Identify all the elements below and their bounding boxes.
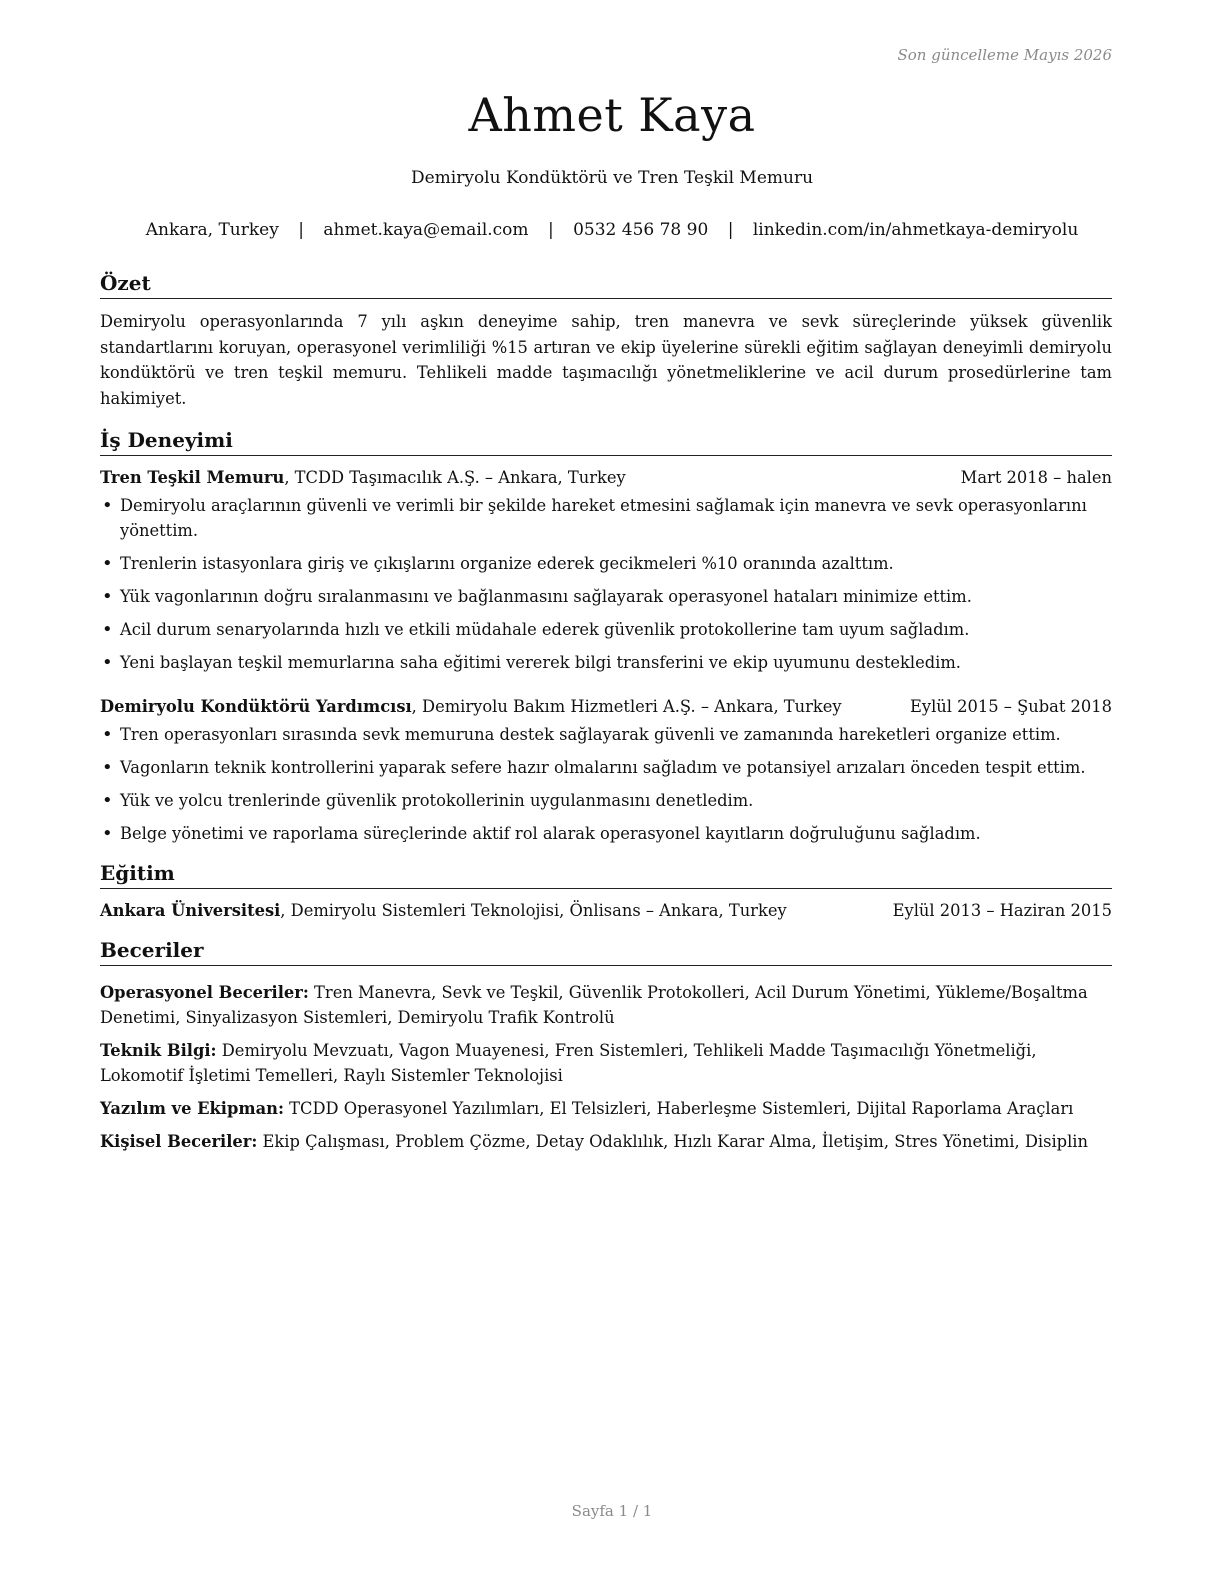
summary-section — [100, 270, 1112, 411]
education-school: Ankara Üniversitesi — [100, 901, 281, 920]
education-entry — [100, 899, 1112, 923]
contact-separator: | — [547, 220, 554, 240]
list-item: • Tren operasyonları sırasında sevk memuruna destek sağlayarak güvenli ve zamanında hareketleri organize ettim. — [100, 722, 1112, 747]
education-dates: Eylül 2013 – Haziran 2015 — [892, 901, 1112, 920]
list-item: • Yük vagonlarının doğru sıralanmasını ve bağlanmasını sağlayarak operasyonel hataları minimize ettim. — [100, 584, 1112, 609]
contact-location: Ankara, Turkey — [145, 220, 279, 240]
job-role: Demiryolu Kondüktörü Yardımcısı — [100, 697, 412, 716]
job-title-line — [100, 695, 842, 719]
list-item: • Vagonların teknik kontrollerini yaparak sefere hazır olmalarını sağladım ve potansiyel arızaları önceden tespit ettim. — [100, 755, 1112, 780]
skill-group — [100, 1038, 1112, 1088]
contact-separator: | — [727, 220, 734, 240]
job-role: Tren Teşkil Memuru — [100, 468, 285, 487]
section-title-skills: Beceriler — [100, 937, 1112, 966]
job-entry — [100, 466, 1112, 675]
candidate-headline: Demiryolu Kondüktörü ve Tren Teşkil Memuru — [410, 168, 814, 188]
job-title-line — [100, 466, 626, 490]
job-dates: Mart 2018 – halen — [960, 468, 1112, 487]
job-bullets — [100, 493, 1112, 675]
list-item: • Yük ve yolcu trenlerinde güvenlik protokollerinin uygulanmasını denetledim. — [100, 788, 1112, 813]
resume-content — [100, 270, 1112, 1162]
skill-group-label: Teknik Bilgi: — [100, 1041, 217, 1060]
education-detail: , Demiryolu Sistemleri Teknolojisi, Önlisans – Ankara, Turkey — [280, 901, 787, 920]
list-item: • Demiryolu araçlarının güvenli ve verimli bir şekilde hareket etmesini sağlamak için manevra ve sevk operasyonlarını yönettim. — [100, 493, 1112, 543]
education-title-line — [100, 899, 787, 923]
contact-linkedin[interactable]: linkedin.com/in/ahmetkaya-demiryolu — [752, 220, 1079, 240]
job-dates: Eylül 2015 – Şubat 2018 — [909, 697, 1112, 716]
last-updated: Son güncelleme Mayıs 2026 — [897, 46, 1112, 64]
contact-email[interactable]: ahmet.kaya@email.com — [323, 220, 529, 240]
skill-group-label: Yazılım ve Ekipman: — [100, 1099, 284, 1118]
skill-group-text: Demiryolu Mevzuatı, Vagon Muayenesi, Fren Sistemleri, Tehlikeli Madde Taşımacılığı Yönetmeliği, Lokomotif İşletimi Temelleri, Raylı Sistemler Teknolojisi — [100, 1041, 1037, 1085]
page-number: Sayfa 1 / 1 — [571, 1502, 653, 1520]
contact-line — [0, 220, 1224, 240]
skills-section — [100, 937, 1112, 1154]
job-org: , Demiryolu Bakım Hizmetleri A.Ş. – Ankara, Turkey — [411, 697, 842, 716]
skill-group — [100, 1129, 1112, 1154]
section-title-experience: İş Deneyimi — [100, 427, 1112, 456]
list-item: • Acil durum senaryolarında hızlı ve etkili müdahale ederek güvenlik protokollerine tam uyum sağladım. — [100, 617, 1112, 642]
list-item: • Belge yönetimi ve raporlama süreçlerinde aktif rol alarak operasyonel kayıtların doğruluğunu sağladım. — [100, 821, 1112, 846]
contact-phone: 0532 456 78 90 — [573, 220, 709, 240]
job-entry — [100, 695, 1112, 846]
skill-group-text: Tren Manevra, Sevk ve Teşkil, Güvenlik Protokolleri, Acil Durum Yönetimi, Yükleme/Boşaltma Denetimi, Sinyalizasyon Sistemleri, Demiryolu Trafik Kontrolü — [100, 983, 1088, 1027]
skill-group-label: Operasyonel Beceriler: — [100, 983, 309, 1002]
contact-separator: | — [298, 220, 304, 240]
job-header — [100, 466, 1112, 490]
section-title-education: Eğitim — [100, 860, 1112, 889]
summary-text: Demiryolu operasyonlarında 7 yılı aşkın deneyime sahip, tren manevra ve sevk süreçlerinde yüksek güvenlik standartlarını koruyan, operasyonel verimliliği %15 artıran ve ekip üyelerine sürekli eğitim sağlayan deneyimli demiryolu kondüktörü ve tren teşkil memuru. Tehlikeli madde taşımacılığı yönetmeliklerine ve acil durum prosedürlerine tam hakimiyet. — [100, 312, 1112, 408]
skill-group-text: Ekip Çalışması, Problem Çözme, Detay Odaklılık, Hızlı Karar Alma, İletişim, Stres Yönetimi, Disiplin — [257, 1132, 1088, 1151]
skill-group — [100, 980, 1112, 1030]
skill-group-text: TCDD Operasyonel Yazılımları, El Telsizleri, Haberleşme Sistemleri, Dijital Raporlama Araçları — [283, 1099, 1074, 1118]
list-item: • Yeni başlayan teşkil memurlarına saha eğitimi vererek bilgi transferini ve ekip uyumunu destekledim. — [100, 650, 1112, 675]
skill-group-label: Kişisel Beceriler: — [100, 1132, 258, 1151]
experience-section — [100, 427, 1112, 846]
education-section — [100, 860, 1112, 923]
job-org: , TCDD Taşımacılık A.Ş. – Ankara, Turkey — [284, 468, 626, 487]
section-title-summary: Özet — [100, 270, 1112, 299]
job-bullets — [100, 722, 1112, 846]
job-header — [100, 695, 1112, 719]
skill-group — [100, 1096, 1112, 1121]
candidate-name: Ahmet Kaya — [468, 88, 756, 142]
list-item: • Trenlerin istasyonlara giriş ve çıkışlarını organize ederek gecikmeleri %10 oranında azalttım. — [100, 551, 1112, 576]
